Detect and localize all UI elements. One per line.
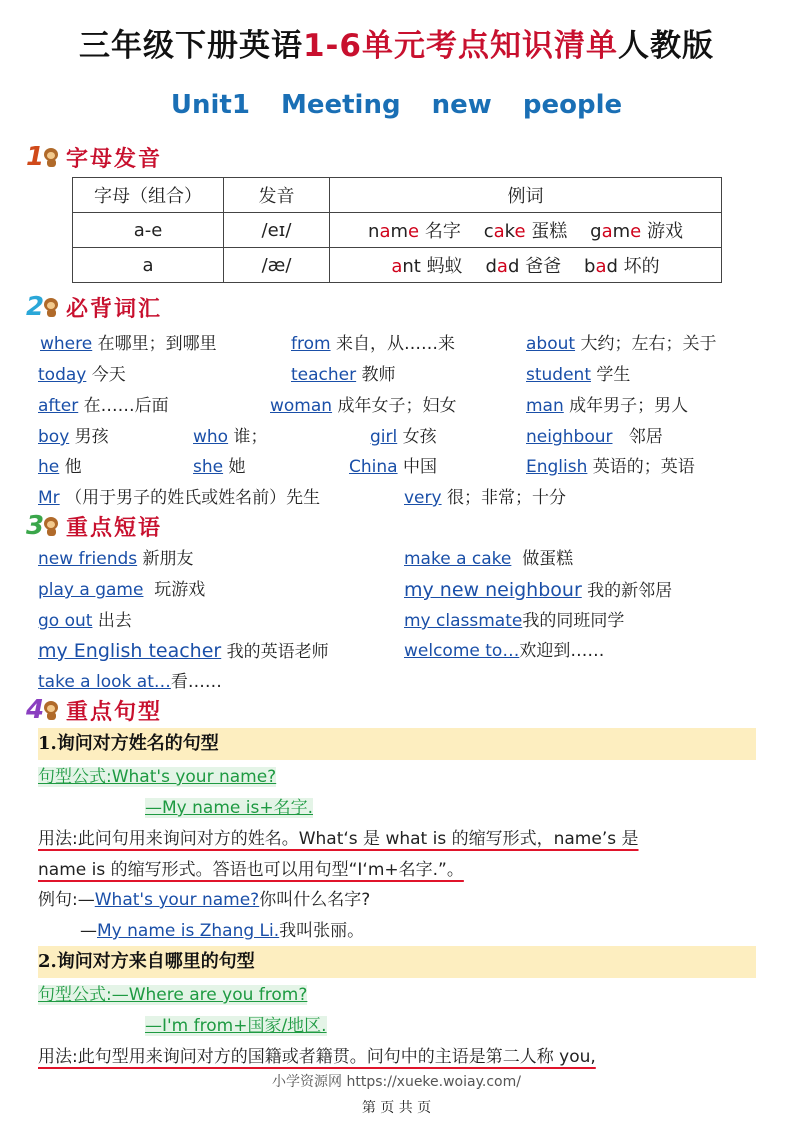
phrase-item: my classmate我的同班同学	[404, 611, 625, 631]
formula-question: 句型公式:—Where are you from?	[38, 985, 308, 1005]
formula-answer: —I'm from+国家/地区.	[145, 1016, 327, 1036]
section-label: 字母发音	[66, 146, 163, 172]
document-title	[0, 20, 793, 65]
vocab-item: English 英语的；英语	[526, 457, 695, 477]
example-word: name 名字	[368, 221, 461, 242]
section-2-heading	[26, 291, 162, 323]
header-letters: 字母（组合）	[73, 178, 224, 213]
vocab-item: he 他	[38, 457, 82, 477]
monkey-icon	[42, 515, 62, 537]
vocab-item: student 学生	[526, 365, 631, 385]
phrase-item: go out 出去	[38, 611, 132, 631]
table-row	[73, 248, 722, 283]
example-question: 例句:—What's your name?你叫什么名字?	[38, 890, 371, 910]
example-word: cake 蛋糕	[483, 221, 568, 242]
title-part-1: 三年级下册英语	[78, 28, 303, 64]
section-1-heading	[26, 141, 162, 173]
examples-cell	[330, 248, 722, 283]
section-4-heading	[26, 694, 162, 726]
vocab-item: where 在哪里；到哪里	[40, 334, 217, 354]
header-examples: 例词	[330, 178, 722, 213]
example-word: ant 蚂蚁	[391, 256, 463, 277]
header-sound: 发音	[224, 178, 330, 213]
phrase-item: welcome to…欢迎到……	[404, 641, 605, 661]
vocab-item: man 成年男子；男人	[526, 396, 689, 416]
phrase-item: take a look at…看……	[38, 672, 222, 692]
phonics-table	[72, 177, 722, 283]
vocab-item: who 谁；	[193, 427, 268, 447]
monkey-icon	[42, 699, 62, 721]
vocab-item: boy 男孩	[38, 427, 109, 447]
letters-cell: a	[73, 248, 224, 283]
section-number: 1	[26, 142, 45, 172]
phrase-item: my English teacher 我的英语老师	[38, 640, 329, 662]
pattern-heading: 2.询问对方来自哪里的句型	[38, 946, 756, 978]
section-label: 重点句型	[66, 699, 163, 725]
footer-site: 小学资源网 https://xueke.woiay.com/	[272, 1074, 521, 1090]
phrase-item: new friends 新朋友	[38, 549, 194, 569]
section-number: 2	[26, 292, 45, 322]
vocab-item: today 今天	[38, 365, 126, 385]
section-label: 重点短语	[66, 515, 163, 541]
phrase-item: my new neighbour 我的新邻居	[404, 579, 673, 601]
vocab-item: girl 女孩	[370, 427, 437, 447]
phrase-item: play a game 玩游戏	[38, 580, 206, 600]
vocab-item: from 来自，从……来	[291, 334, 455, 354]
unit-title: Unit1 Meeting new people	[170, 90, 623, 120]
sound-cell: /eɪ/	[224, 213, 330, 248]
table-header-row	[73, 178, 722, 213]
section-label: 必背词汇	[66, 296, 163, 322]
pattern-heading: 1.询问对方姓名的句型	[38, 728, 756, 760]
vocab-item: neighbour 邻居	[526, 427, 663, 447]
vocab-item: she 她	[193, 457, 246, 477]
vocab-item: about 大约；左右；关于	[526, 334, 717, 354]
monkey-icon	[42, 296, 62, 318]
title-part-2: 1-6单元考点知识清单	[302, 28, 618, 64]
footer-page: 第 页 共 页	[361, 1100, 432, 1116]
vocab-item: teacher 教师	[291, 365, 396, 385]
formula-question: 句型公式:What's your name?	[38, 767, 277, 787]
vocab-item: woman 成年女子；妇女	[270, 396, 457, 416]
section-number: 4	[26, 695, 45, 725]
monkey-icon	[42, 146, 62, 168]
example-word: game 游戏	[590, 221, 683, 242]
section-number: 3	[26, 511, 45, 541]
vocab-item: Mr （用于男子的姓氏或姓名前）先生	[38, 488, 321, 508]
title-part-3: 人教版	[618, 28, 714, 64]
vocab-item: after 在……后面	[38, 396, 169, 416]
example-word: bad 坏的	[584, 256, 660, 277]
example-answer: —My name is Zhang Li.我叫张丽。	[80, 921, 365, 941]
examples-cell	[330, 213, 722, 248]
phrase-item: make a cake 做蛋糕	[404, 549, 574, 569]
sound-cell: /æ/	[224, 248, 330, 283]
letters-cell: a-e	[73, 213, 224, 248]
table-row	[73, 213, 722, 248]
usage-line: 用法:此句型用来询问对方的国籍或者籍贯。问句中的主语是第二人称 you,	[38, 1047, 596, 1067]
usage-line: 用法:此问句用来询问对方的姓名。What‘s 是 what is 的缩写形式，name’s 是	[38, 829, 639, 849]
vocab-item: China 中国	[349, 457, 437, 477]
formula-answer: —My name is+名字.	[145, 798, 313, 818]
vocab-item: very 很；非常；十分	[404, 488, 566, 508]
usage-line: name is 的缩写形式。答语也可以用句型“I‘m+名字.”。	[38, 860, 464, 880]
example-word: dad 爸爸	[485, 256, 562, 277]
section-3-heading	[26, 510, 162, 542]
